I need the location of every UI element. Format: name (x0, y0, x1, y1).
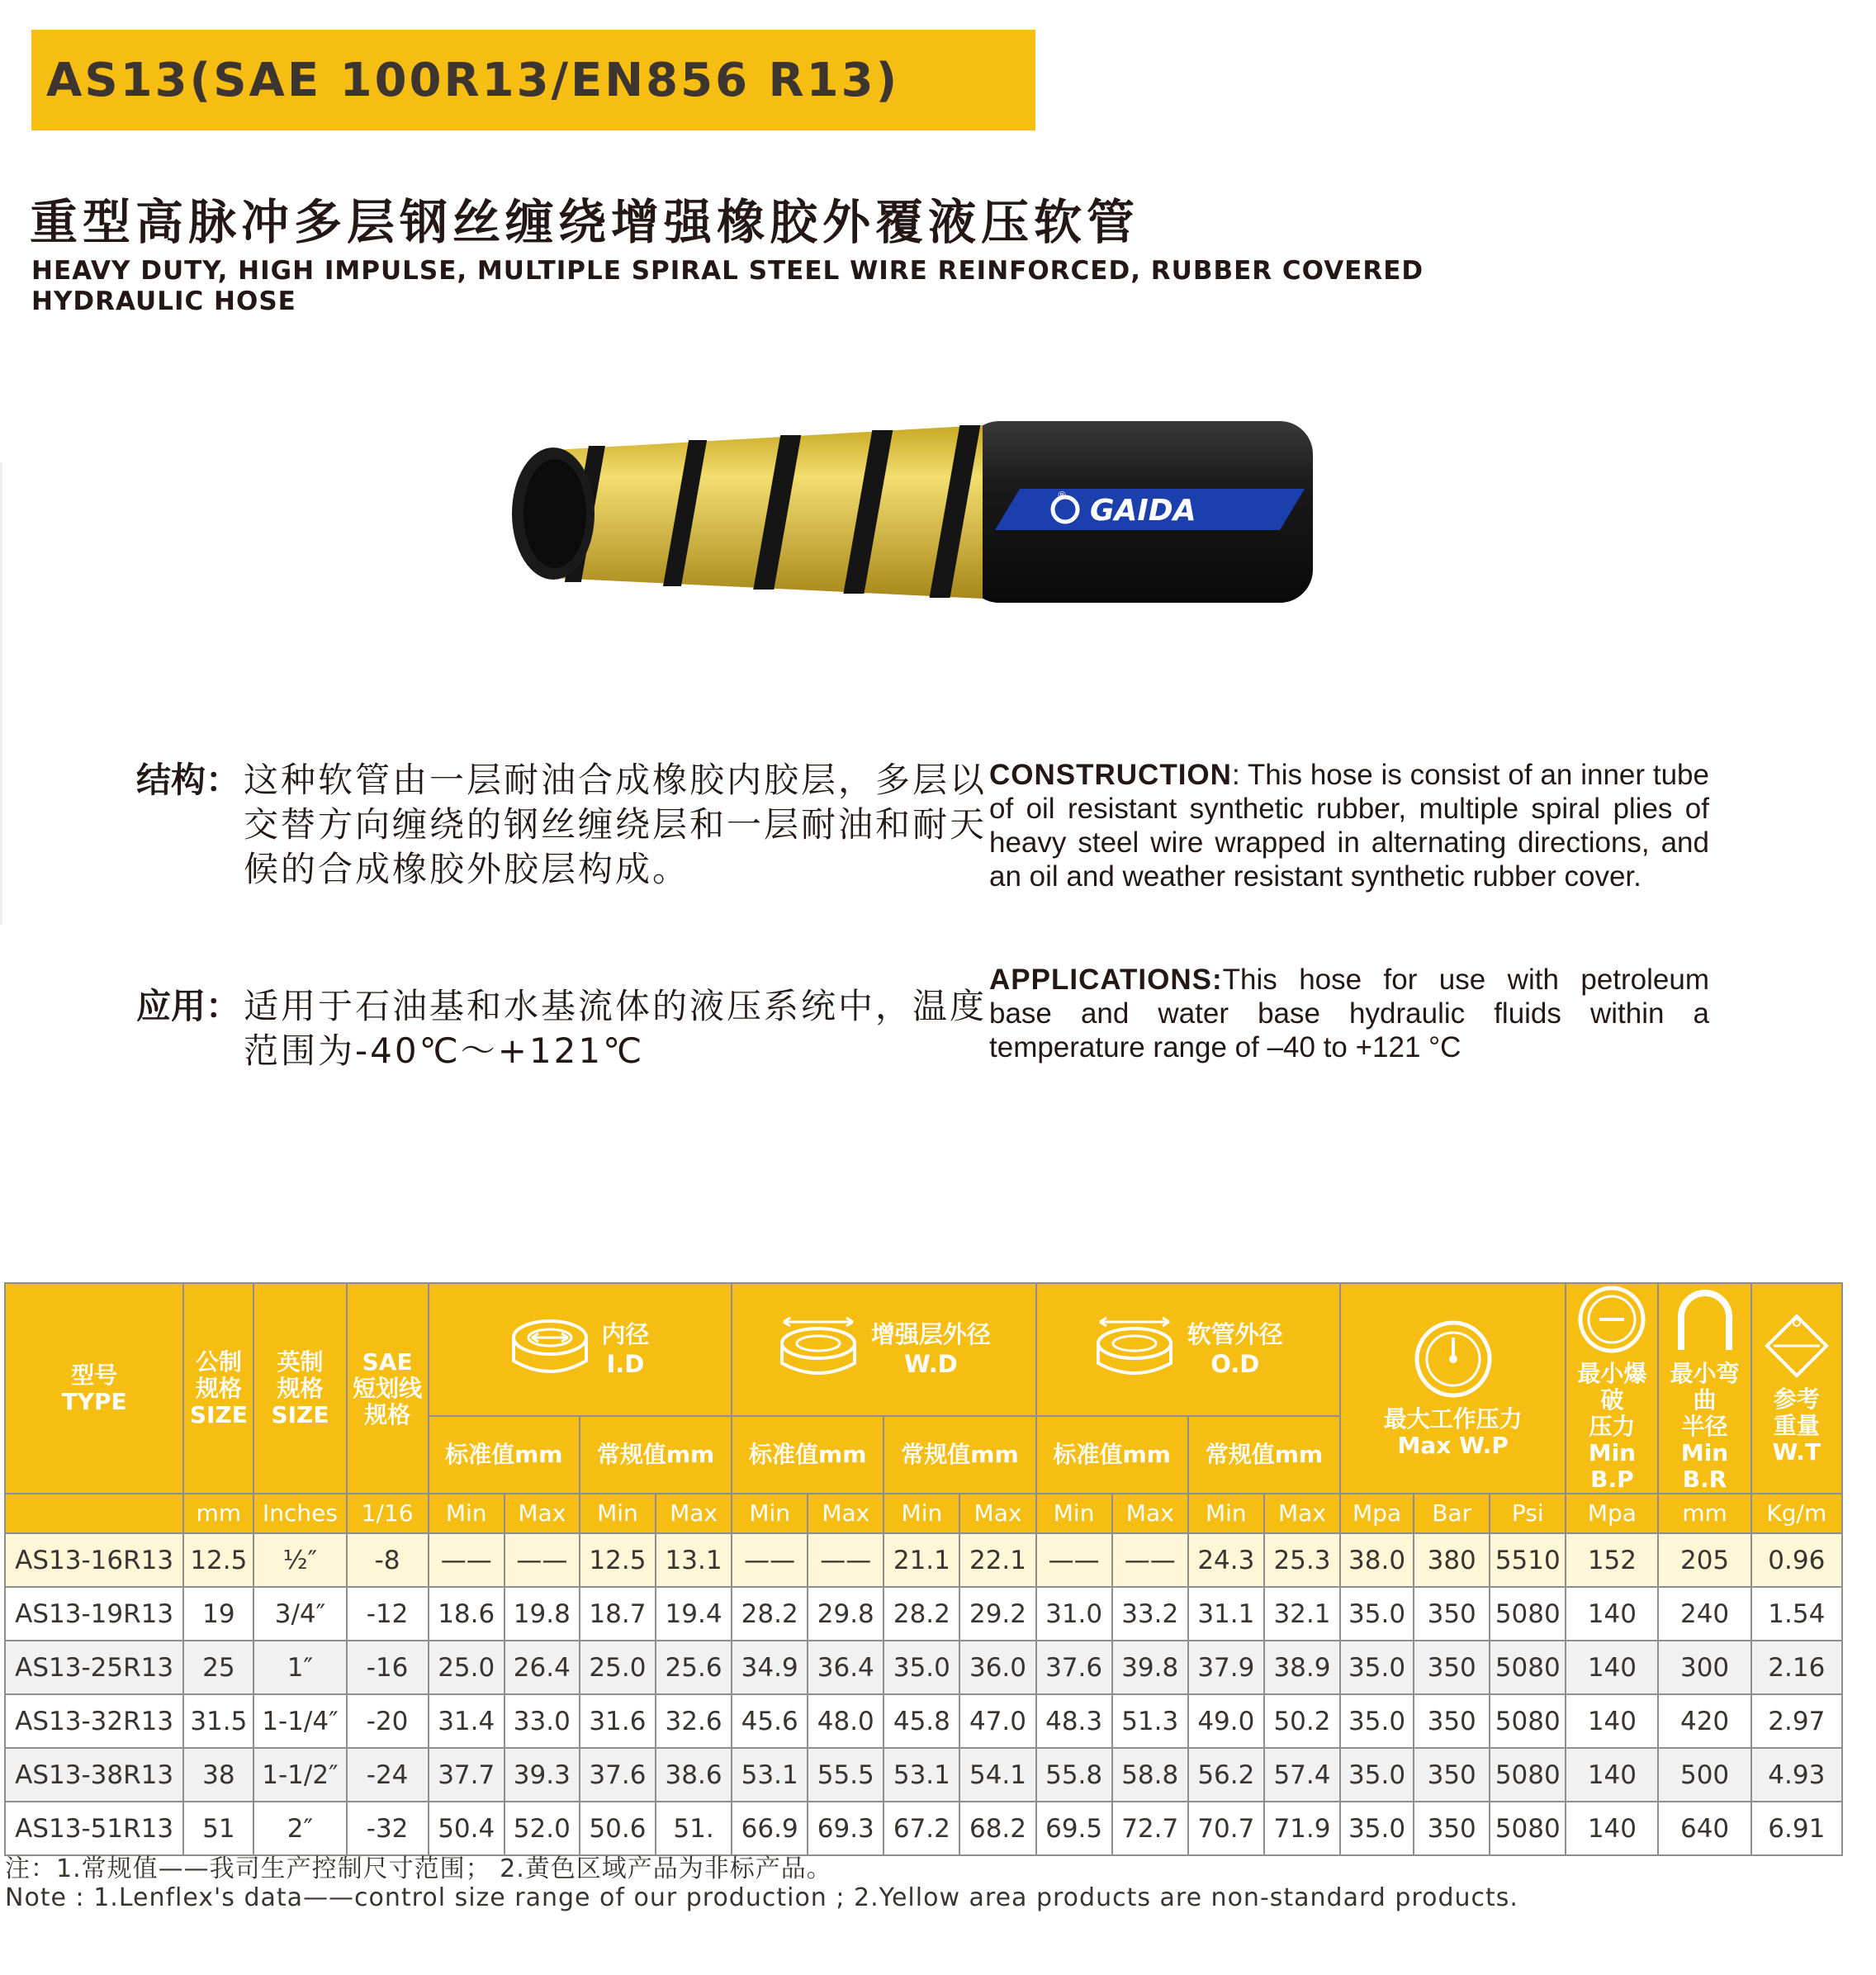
table-cell: 48.0 (808, 1694, 884, 1748)
table-cell: 0.96 (1751, 1533, 1842, 1587)
table-cell: 140 (1566, 1748, 1658, 1802)
table-cell: 56.2 (1188, 1748, 1264, 1802)
table-cell: 4.93 (1751, 1748, 1842, 1802)
table-cell: 47.0 (959, 1694, 1035, 1748)
table-cell: 50.4 (429, 1802, 505, 1855)
size-mm-header: 公制 规格 SIZE (183, 1283, 253, 1494)
od-standard-header: 标准值mm (1036, 1416, 1188, 1494)
table-row (5, 1641, 1842, 1694)
construction-cn-text: 这种软管由一层耐油合成橡胶内胶层，多层以交替方向缠绕的钢丝缠绕层和一层耐油和耐天候的合成橡胶外胶层构成。 (244, 760, 988, 889)
weight-header: 参考 重量 W.T (1751, 1283, 1842, 1494)
table-cell: 53.1 (884, 1748, 959, 1802)
id-standard-header: 标准值mm (429, 1416, 580, 1494)
table-cell: 2.16 (1751, 1641, 1842, 1694)
unit-cell: Max (1112, 1494, 1188, 1533)
construction-en (989, 758, 1709, 893)
table-cell: 36.0 (959, 1641, 1035, 1694)
table-cell: 5080 (1490, 1694, 1566, 1748)
table-cell: 25.6 (656, 1641, 732, 1694)
table-cell: 25.0 (580, 1641, 656, 1694)
table-cell: —— (1036, 1533, 1112, 1587)
id-header: 内径 I.D (429, 1283, 732, 1416)
table-cell: 21.1 (884, 1533, 959, 1587)
spec-table (4, 1282, 1843, 1856)
table-cell: 3/4″ (253, 1587, 346, 1641)
construction-en-label: CONSTRUCTION (989, 759, 1232, 791)
table-cell: 25 (183, 1641, 253, 1694)
table-cell: 38.0 (1340, 1533, 1414, 1587)
table-cell: 71.9 (1264, 1802, 1340, 1855)
table-cell: —— (1112, 1533, 1188, 1587)
table-cell: 38 (183, 1748, 253, 1802)
br-header: 最小弯曲 半径 Min B.R (1658, 1283, 1750, 1494)
table-cell: 51 (183, 1802, 253, 1855)
table-cell: 28.2 (884, 1587, 959, 1641)
table-cell: 37.6 (1036, 1641, 1112, 1694)
table-cell: 2″ (253, 1802, 346, 1855)
table-cell: 24.3 (1188, 1533, 1264, 1587)
table-cell: 31.5 (183, 1694, 253, 1748)
table-cell: 19 (183, 1587, 253, 1641)
table-cell: 2.97 (1751, 1694, 1842, 1748)
table-cell: 25.0 (429, 1641, 505, 1694)
applications-cn-label: 应用： (136, 986, 241, 1026)
unit-cell: Max (656, 1494, 732, 1533)
title-banner (31, 30, 1035, 130)
table-cell: 35.0 (1340, 1748, 1414, 1802)
table-cell: 6.91 (1751, 1802, 1842, 1855)
wd-regular-header: 常规值mm (884, 1416, 1035, 1494)
od-regular-header: 常规值mm (1188, 1416, 1340, 1494)
table-cell: 39.3 (505, 1748, 580, 1802)
table-cell: 37.9 (1188, 1641, 1264, 1694)
note-cn: 注：1.常规值——我司生产控制尺寸范围； 2.黄色区域产品为非标产品。 (5, 1854, 832, 1883)
unit-cell: Max (1264, 1494, 1340, 1533)
brand-name: GAIDA (1090, 494, 1196, 528)
inner-diameter-icon (510, 1316, 590, 1382)
table-cell: 29.2 (959, 1587, 1035, 1641)
table-cell: 38.6 (656, 1748, 732, 1802)
table-cell: 350 (1414, 1748, 1490, 1802)
unit-cell: Max (505, 1494, 580, 1533)
table-cell: 5510 (1490, 1533, 1566, 1587)
table-cell: —— (429, 1533, 505, 1587)
wd-standard-header: 标准值mm (732, 1416, 884, 1494)
table-cell: 350 (1414, 1641, 1490, 1694)
table-cell: 53.1 (732, 1748, 808, 1802)
table-cell: 57.4 (1264, 1748, 1340, 1802)
table-cell: 140 (1566, 1802, 1658, 1855)
wire-diameter-icon (777, 1312, 860, 1386)
table-cell: 69.3 (808, 1802, 884, 1855)
applications-en-text: This hose for use with petroleum base and water base hydraulic fluids within a temperature range of –40 to +121 °C (989, 964, 1709, 1063)
table-cell: 69.5 (1036, 1802, 1112, 1855)
table-cell: 5080 (1490, 1802, 1566, 1855)
table-cell: 34.9 (732, 1641, 808, 1694)
table-cell: 38.9 (1264, 1641, 1340, 1694)
table-cell: 31.6 (580, 1694, 656, 1748)
unit-cell: Bar (1414, 1494, 1490, 1533)
wp-header: 最大工作压力 Max W.P (1340, 1283, 1566, 1494)
unit-cell-blank (5, 1494, 183, 1533)
table-cell: 32.6 (656, 1694, 732, 1748)
table-cell: 26.4 (505, 1641, 580, 1694)
table-cell: 54.1 (959, 1748, 1035, 1802)
table-cell: 37.7 (429, 1748, 505, 1802)
table-cell: AS13-25R13 (5, 1641, 183, 1694)
construction-en-text: : This hose is consist of an inner tube of oil resistant synthetic rubber, multiple spiral plies of heavy steel wire wrapped in alternating directions, and an oil and weather resistant synthetic rubber cover. (989, 759, 1709, 893)
table-cell: 33.0 (505, 1694, 580, 1748)
table-cell: 19.8 (505, 1587, 580, 1641)
table-cell: 32.1 (1264, 1587, 1340, 1641)
table-cell: 45.6 (732, 1694, 808, 1748)
table-cell: 50.2 (1264, 1694, 1340, 1748)
banner-title: AS13(SAE 100R13/EN856 R13) (46, 53, 900, 107)
table-row (5, 1533, 1842, 1587)
table-cell: 48.3 (1036, 1694, 1112, 1748)
unit-cell: Psi (1490, 1494, 1566, 1533)
table-cell: 58.8 (1112, 1748, 1188, 1802)
unit-cell: Mpa (1566, 1494, 1658, 1533)
table-cell: 22.1 (959, 1533, 1035, 1587)
bp-header: 最小爆破 压力 Min B.P (1566, 1283, 1658, 1494)
table-cell: 5080 (1490, 1587, 1566, 1641)
outer-diameter-icon (1093, 1312, 1176, 1386)
table-cell: 37.6 (580, 1748, 656, 1802)
weight-icon (1762, 1311, 1831, 1381)
table-cell: 45.8 (884, 1694, 959, 1748)
applications-cn-text: 适用于石油基和水基流体的液压系统中，温度范围为-40℃～+121℃ (244, 986, 988, 1071)
table-cell: 19.4 (656, 1587, 732, 1641)
table-cell: 50.6 (580, 1802, 656, 1855)
table-cell: 1-1/4″ (253, 1694, 346, 1748)
table-cell: 55.5 (808, 1748, 884, 1802)
table-cell: 18.6 (429, 1587, 505, 1641)
table-cell: 68.2 (959, 1802, 1035, 1855)
table-cell: 1″ (253, 1641, 346, 1694)
table-cell: 35.0 (1340, 1641, 1414, 1694)
table-cell: 35.0 (1340, 1587, 1414, 1641)
table-cell: 25.3 (1264, 1533, 1340, 1587)
unit-cell: Inches (253, 1494, 346, 1533)
table-cell: AS13-51R13 (5, 1802, 183, 1855)
table-cell: 300 (1658, 1641, 1750, 1694)
burst-pressure-icon (1576, 1284, 1647, 1355)
table-cell: 51.3 (1112, 1694, 1188, 1748)
table-cell: 380 (1414, 1533, 1490, 1587)
table-cell: AS13-38R13 (5, 1748, 183, 1802)
table-cell: 70.7 (1188, 1802, 1264, 1855)
sae-dash-header: SAE 短划线 规格 (347, 1283, 429, 1494)
table-cell: 52.0 (505, 1802, 580, 1855)
table-cell: -32 (347, 1802, 429, 1855)
table-cell: 140 (1566, 1587, 1658, 1641)
english-title: HEAVY DUTY, HIGH IMPULSE, MULTIPLE SPIRAL STEEL WIRE REINFORCED, RUBBER COVERED HYDRAULIC HOSE (31, 256, 1424, 316)
registered-mark: ® (1057, 490, 1067, 501)
table-cell: 49.0 (1188, 1694, 1264, 1748)
table-cell: 1-1/2″ (253, 1748, 346, 1802)
pressure-gauge-icon (1410, 1318, 1496, 1400)
table-cell: 35.0 (884, 1641, 959, 1694)
unit-cell: Min (884, 1494, 959, 1533)
table-cell: 33.2 (1112, 1587, 1188, 1641)
table-cell: 35.0 (1340, 1694, 1414, 1748)
bend-radius-icon (1670, 1284, 1741, 1355)
table-cell: 5080 (1490, 1641, 1566, 1694)
table-cell: 55.8 (1036, 1748, 1112, 1802)
table-cell: 12.5 (580, 1533, 656, 1587)
table-cell: AS13-32R13 (5, 1694, 183, 1748)
unit-cell: Min (580, 1494, 656, 1533)
table-cell: 140 (1566, 1694, 1658, 1748)
table-cell: -20 (347, 1694, 429, 1748)
table-cell: 31.1 (1188, 1587, 1264, 1641)
unit-cell: Min (429, 1494, 505, 1533)
table-cell: 12.5 (183, 1533, 253, 1587)
unit-cell: 1/16 (347, 1494, 429, 1533)
table-cell: ½″ (253, 1533, 346, 1587)
table-cell: 152 (1566, 1533, 1658, 1587)
table-cell: -24 (347, 1748, 429, 1802)
units-row (5, 1494, 1842, 1533)
id-regular-header: 常规值mm (580, 1416, 732, 1494)
table-cell: 13.1 (656, 1533, 732, 1587)
construction-cn-label: 结构： (136, 760, 241, 800)
size-inch-header: 英制 规格 SIZE (253, 1283, 346, 1494)
table-cell: —— (505, 1533, 580, 1587)
applications-en (989, 963, 1709, 1064)
table-cell: 66.9 (732, 1802, 808, 1855)
applications-en-label: APPLICATIONS: (989, 964, 1223, 996)
unit-cell: Min (1036, 1494, 1112, 1533)
table-cell: 28.2 (732, 1587, 808, 1641)
table-cell: 39.8 (1112, 1641, 1188, 1694)
table-cell: 36.4 (808, 1641, 884, 1694)
edge-mark (0, 462, 2, 925)
unit-cell: Min (1188, 1494, 1264, 1533)
unit-cell: Max (808, 1494, 884, 1533)
unit-cell: mm (183, 1494, 253, 1533)
table-cell: 51. (656, 1802, 732, 1855)
table-cell: —— (808, 1533, 884, 1587)
od-header: 软管外径 O.D (1036, 1283, 1340, 1416)
table-cell: -8 (347, 1533, 429, 1587)
table-cell: —— (732, 1533, 808, 1587)
table-cell: 140 (1566, 1641, 1658, 1694)
type-header: 型号 TYPE (5, 1283, 183, 1494)
table-cell: 29.8 (808, 1587, 884, 1641)
chinese-title: 重型高脉冲多层钢丝缠绕增强橡胶外覆液压软管 (30, 194, 1140, 250)
table-cell: 350 (1414, 1587, 1490, 1641)
unit-cell: Mpa (1340, 1494, 1414, 1533)
table-cell: 67.2 (884, 1802, 959, 1855)
table-cell: 350 (1414, 1802, 1490, 1855)
table-row (5, 1694, 1842, 1748)
table-cell: 35.0 (1340, 1802, 1414, 1855)
table-cell: 205 (1658, 1533, 1750, 1587)
table-cell: 31.4 (429, 1694, 505, 1748)
table-cell: 5080 (1490, 1748, 1566, 1802)
table-cell: 31.0 (1036, 1587, 1112, 1641)
unit-cell: Max (959, 1494, 1035, 1533)
hose-image (487, 413, 1329, 611)
table-cell: -12 (347, 1587, 429, 1641)
table-cell: 420 (1658, 1694, 1750, 1748)
table-cell: 18.7 (580, 1587, 656, 1641)
table-cell: 72.7 (1112, 1802, 1188, 1855)
table-cell: AS13-16R13 (5, 1533, 183, 1587)
table-cell: 1.54 (1751, 1587, 1842, 1641)
table-cell: 500 (1658, 1748, 1750, 1802)
table-cell: 350 (1414, 1694, 1490, 1748)
unit-cell: Kg/m (1751, 1494, 1842, 1533)
table-cell: 640 (1658, 1802, 1750, 1855)
unit-cell: Min (732, 1494, 808, 1533)
table-row (5, 1748, 1842, 1802)
table-row (5, 1587, 1842, 1641)
note-en: Note : 1.Lenflex's data——control size range of our production ; 2.Yellow area products are non-standard products. (5, 1883, 1518, 1912)
table-cell: AS13-19R13 (5, 1587, 183, 1641)
table-cell: -16 (347, 1641, 429, 1694)
table-cell: 240 (1658, 1587, 1750, 1641)
wd-header: 增强层外径 W.D (732, 1283, 1035, 1416)
unit-cell: mm (1658, 1494, 1750, 1533)
